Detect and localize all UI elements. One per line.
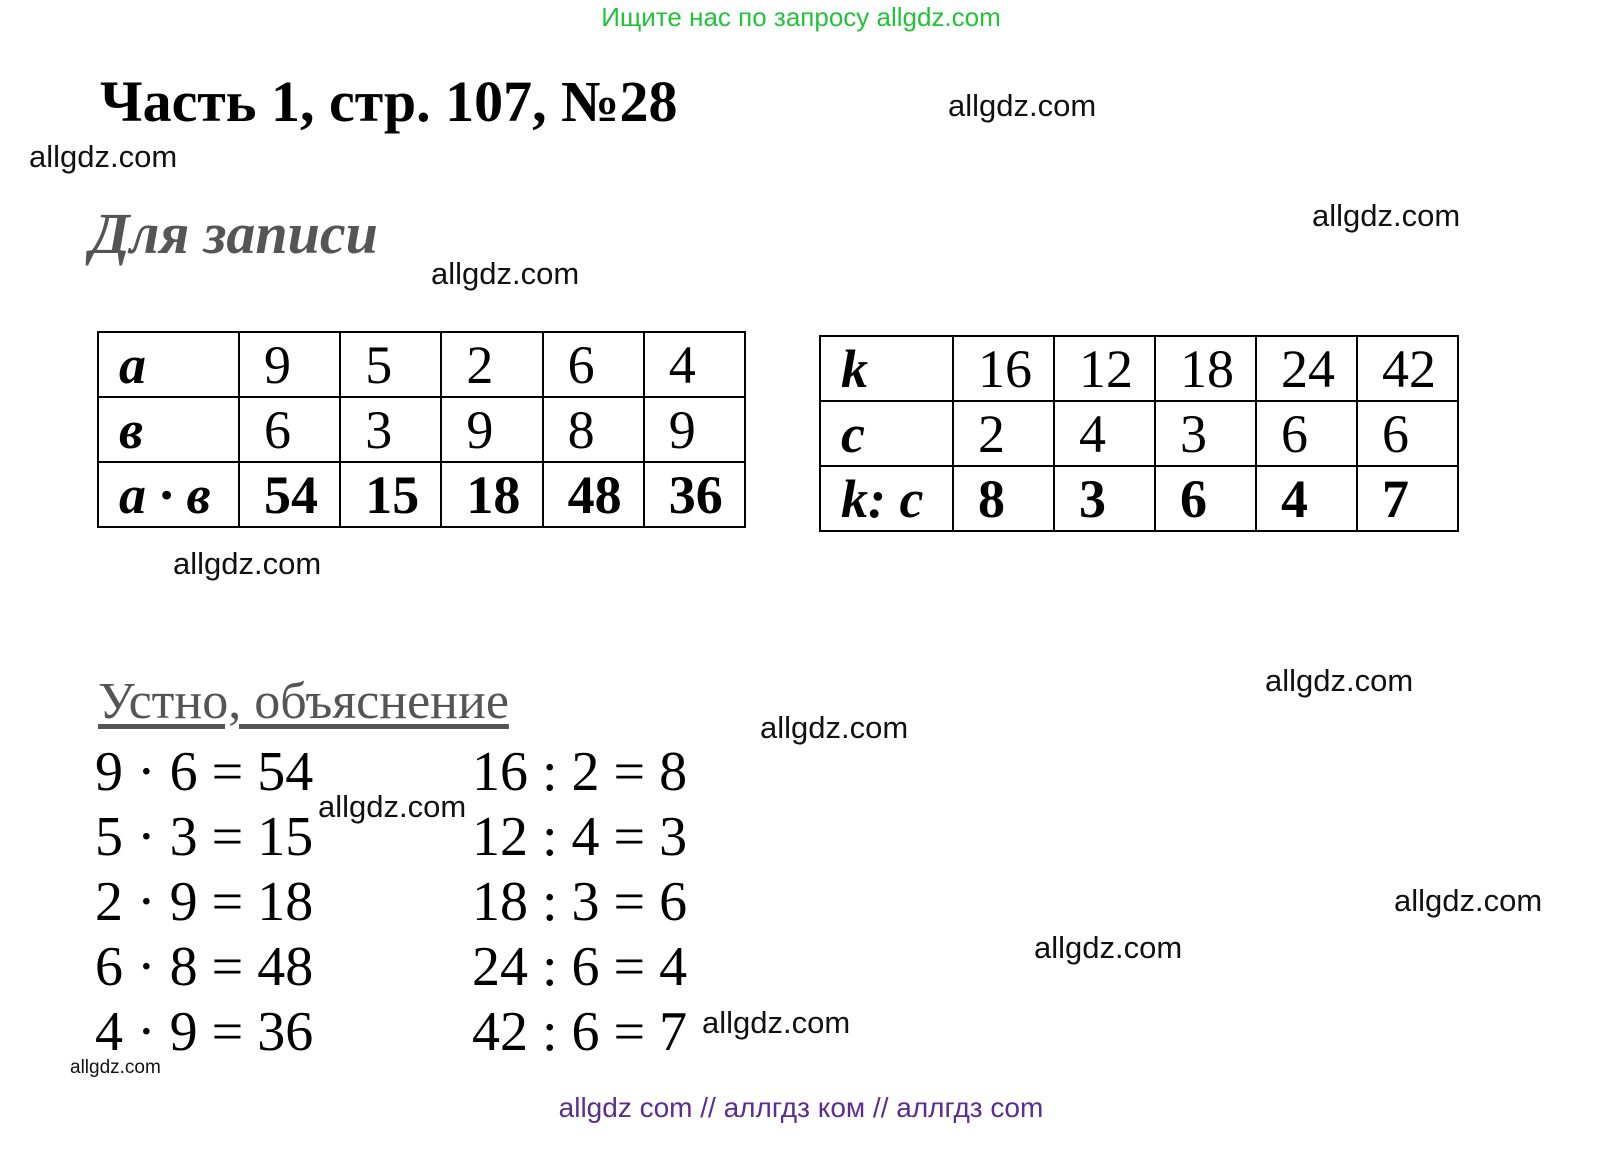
result-cell: 6 — [1155, 466, 1256, 531]
result-cell: 48 — [543, 462, 644, 527]
watermark: allgdz.com — [1312, 198, 1461, 233]
result-cell: 54 — [239, 462, 340, 527]
table-cell: 8 — [543, 397, 644, 462]
section-heading-record: Для записи — [90, 201, 378, 266]
table-division — [819, 335, 1459, 532]
table-cell: 18 — [1155, 336, 1256, 401]
equation-right: 42 : 6 = 7 — [472, 1001, 688, 1063]
top-banner: Ищите нас по запросу allgdz.com — [601, 2, 1001, 32]
watermark: allgdz.com — [29, 139, 178, 174]
equation-left: 6 · 8 = 48 — [95, 936, 314, 998]
result-cell: 4 — [1256, 466, 1357, 531]
row-label: k: c — [820, 466, 953, 531]
table-cell: 4 — [644, 332, 745, 397]
result-cell: 15 — [340, 462, 441, 527]
table-cell: 6 — [1357, 401, 1458, 466]
table-row — [820, 466, 1458, 531]
result-cell: 8 — [953, 466, 1054, 531]
table-cell: 9 — [239, 332, 340, 397]
table-cell: 6 — [543, 332, 644, 397]
watermark: allgdz.com — [1034, 930, 1183, 965]
table-row — [820, 336, 1458, 401]
table-cell: 12 — [1054, 336, 1155, 401]
row-label: a — [98, 332, 239, 397]
watermark: allgdz.com — [431, 256, 580, 291]
watermark: allgdz.com — [318, 789, 467, 824]
footer-links: allgdz com // аллгдз ком // аллгдз com — [558, 1092, 1044, 1123]
table-cell: 9 — [441, 397, 542, 462]
watermark: allgdz.com — [1394, 883, 1543, 918]
section-heading-oral: Устно, объяснение — [98, 673, 509, 730]
row-label: a · в — [98, 462, 239, 527]
table-cell: 3 — [1155, 401, 1256, 466]
table-cell: 2 — [953, 401, 1054, 466]
equation-right: 24 : 6 = 4 — [472, 936, 688, 998]
equation-right: 16 : 2 = 8 — [472, 741, 688, 803]
result-cell: 7 — [1357, 466, 1458, 531]
table-cell: 4 — [1054, 401, 1155, 466]
table-cell: 42 — [1357, 336, 1458, 401]
equation-left: 2 · 9 = 18 — [95, 871, 314, 933]
table-cell: 24 — [1256, 336, 1357, 401]
equation-left: 9 · 6 = 54 — [95, 741, 314, 803]
table-row — [98, 462, 745, 527]
equation-right: 18 : 3 = 6 — [472, 871, 688, 933]
equation-left: 4 · 9 = 36 — [95, 1001, 314, 1063]
page-title: Часть 1, стр. 107, №28 — [100, 69, 678, 134]
row-label: c — [820, 401, 953, 466]
row-label: в — [98, 397, 239, 462]
watermark: allgdz.com — [948, 88, 1097, 123]
table-cell: 3 — [340, 397, 441, 462]
watermark: allgdz.com — [1265, 663, 1414, 698]
result-cell: 3 — [1054, 466, 1155, 531]
table-cell: 16 — [953, 336, 1054, 401]
result-cell: 18 — [441, 462, 542, 527]
table-cell: 6 — [1256, 401, 1357, 466]
table-row — [820, 401, 1458, 466]
table-cell: 5 — [340, 332, 441, 397]
watermark: allgdz.com — [702, 1005, 851, 1040]
table-cell: 2 — [441, 332, 542, 397]
table-row — [98, 397, 745, 462]
result-cell: 36 — [644, 462, 745, 527]
watermark: allgdz.com — [173, 546, 322, 581]
row-label: k — [820, 336, 953, 401]
table-multiplication — [97, 331, 746, 528]
table-row — [98, 332, 745, 397]
table-cell: 6 — [239, 397, 340, 462]
equation-left: 5 · 3 = 15 — [95, 806, 314, 868]
watermark: allgdz.com — [70, 1057, 161, 1078]
table-cell: 9 — [644, 397, 745, 462]
watermark: allgdz.com — [760, 710, 909, 745]
equation-right: 12 : 4 = 3 — [472, 806, 688, 868]
